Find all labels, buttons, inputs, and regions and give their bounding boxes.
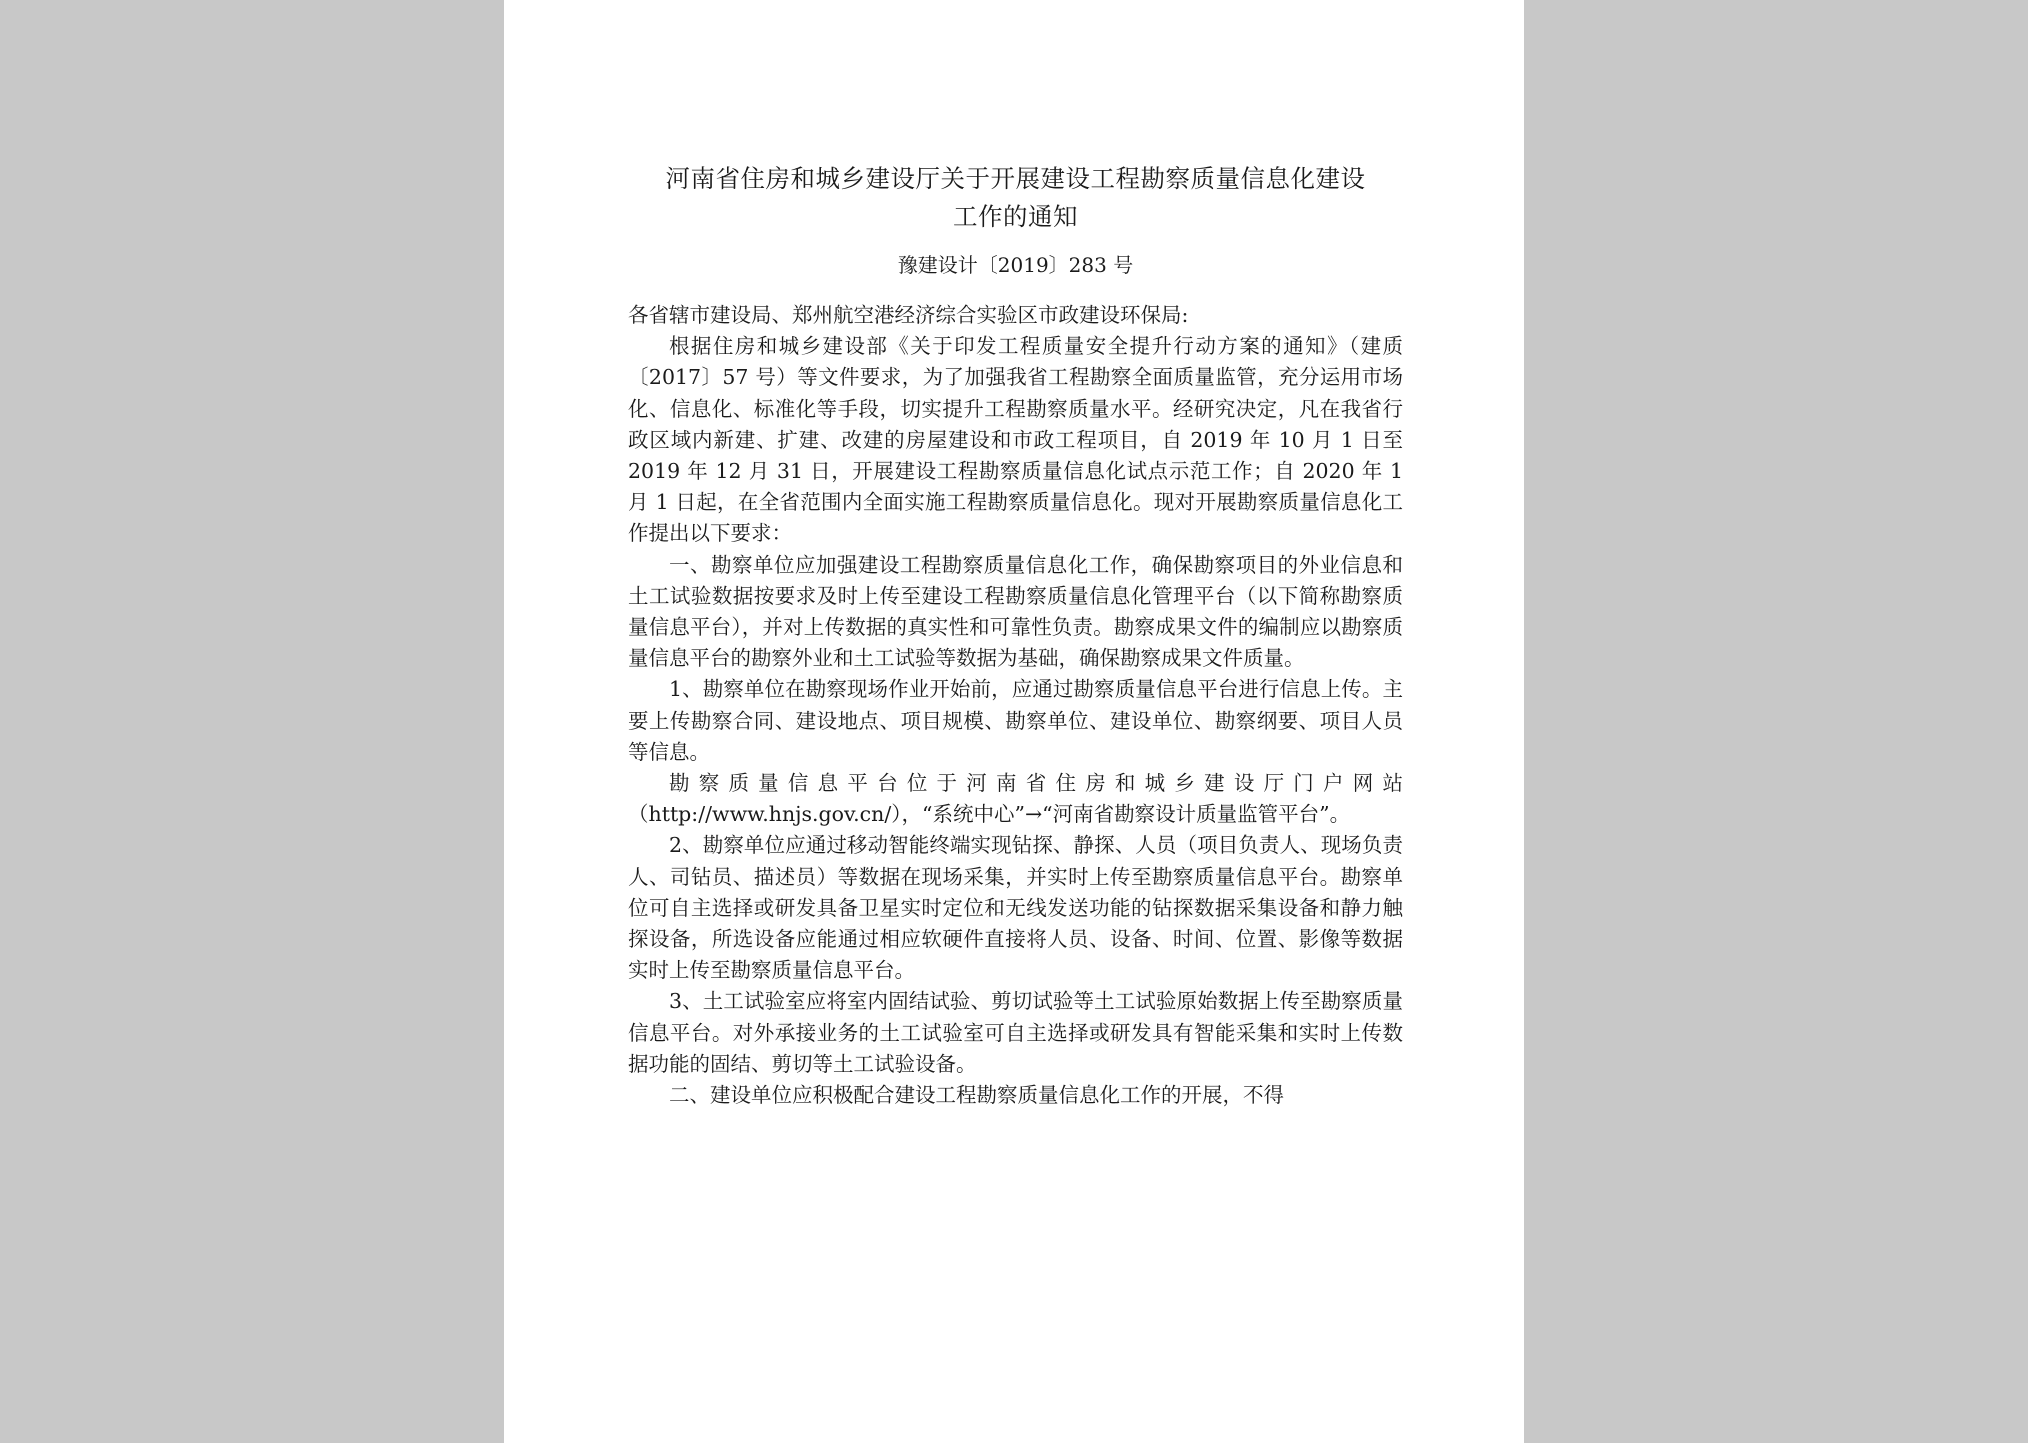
paragraph-section-2: 二、建设单位应积极配合建设工程勘察质量信息化工作的开展，不得	[669, 1083, 1284, 1108]
document-title	[628, 160, 1403, 236]
paragraph-platform-location: 勘察质量信息平台位于河南省住房和城乡建设厅门户网站 （http://www.hnjs.gov.cn/），“系统中心”→“河南省勘察设计质量监管平台”。	[628, 771, 1403, 827]
title-line-1: 河南省住房和城乡建设厅关于开展建设工程勘察质量信息化建设	[665, 164, 1366, 193]
document-page	[504, 0, 1524, 1443]
paragraph-intro: 根据住房和城乡建设部《关于印发工程质量安全提升行动方案的通知》（建质〔2017〕57 号）等文件要求，为了加强我省工程勘察全面质量监管，充分运用市场化、信息化、标准化等手段，切实提升工程勘察质量水平。经研究决定，凡在我省行政区域内新建、扩建、改建的房屋建设和市政工程项目，自 2019 年 10 月 1 日至 2019 年 12 月 31 日，开展建设工程勘察质量信息化试点示范工作；自 2020 年 1 月 1 日起，在全省范围内全面实施工程勘察质量信息化。现对开展勘察质量信息化工作提出以下要求：	[628, 334, 1403, 546]
document-body	[628, 300, 1403, 1111]
paragraph-item-1: 1、勘察单位在勘察现场作业开始前，应通过勘察质量信息平台进行信息上传。主要上传勘察合同、建设地点、项目规模、勘察单位、建设单位、勘察纲要、项目人员等信息。	[628, 677, 1403, 764]
title-line-2: 工作的通知	[953, 202, 1078, 231]
paragraph-item-3: 3、土工试验室应将室内固结试验、剪切试验等土工试验原始数据上传至勘察质量信息平台。对外承接业务的土工试验室可自主选择或研发具有智能采集和实时上传数据功能的固结、剪切等土工试验设备。	[628, 989, 1403, 1076]
document-number: 豫建设计〔2019〕283 号	[897, 253, 1134, 277]
paragraph-section-1: 一、勘察单位应加强建设工程勘察质量信息化工作，确保勘察项目的外业信息和土工试验数据按要求及时上传至建设工程勘察质量信息化管理平台（以下简称勘察质量信息平台），并对上传数据的真实性和可靠性负责。勘察成果文件的编制应以勘察质量信息平台的勘察外业和土工试验等数据为基础，确保勘察成果文件质量。	[628, 552, 1403, 671]
page-content	[628, 160, 1403, 1111]
salutation: 各省辖市建设局、郑州航空港经济综合实验区市政建设环保局:	[628, 303, 1189, 327]
paragraph-item-2: 2、勘察单位应通过移动智能终端实现钻探、静探、人员（项目负责人、现场负责人、司钻员、描述员）等数据在现场采集，并实时上传至勘察质量信息平台。勘察单位可自主选择或研发具备卫星实时定位和无线发送功能的钻探数据采集设备和静力触探设备，所选设备应能通过相应软硬件直接将人员、设备、时间、位置、影像等数据实时上传至勘察质量信息平台。	[628, 833, 1403, 983]
